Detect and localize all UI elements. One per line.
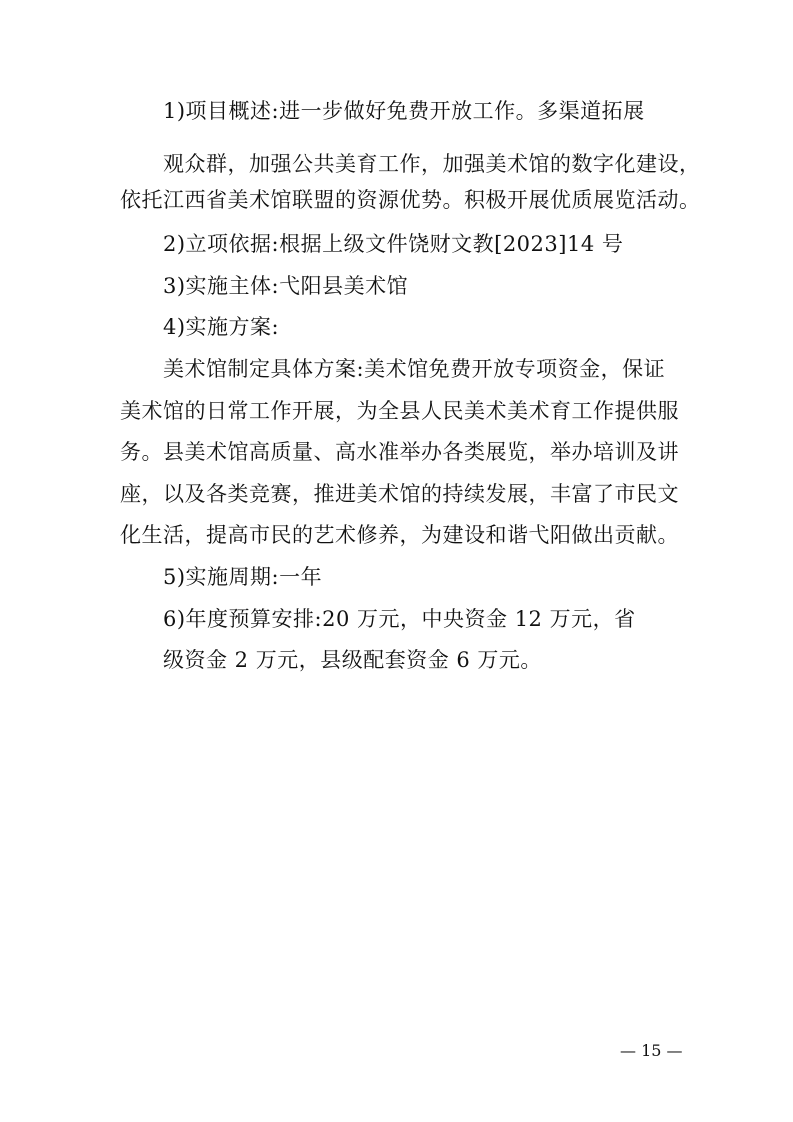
paragraph-5-line-4: 座，以及各类竞赛，推进美术馆的持续发展，丰富了市民文 [120,482,679,506]
paragraph-3-line-1: 3)实施主体:弋阳县美术馆 [163,274,409,298]
paragraph-7-line-1: 6)年度预算安排:20 万元，中央资金 12 万元，省 [163,607,636,631]
paragraph-7-line-2: 级资金 2 万元，县级配套资金 6 万元。 [163,648,542,672]
paragraph-4-line-1: 4)实施方案: [163,315,280,339]
paragraph-2-line-1: 2)立项依据:根据上级文件饶财文教[2023]14 号 [163,232,624,256]
paragraph-5-line-5: 化生活，提高市民的艺术修养，为建设和谐弋阳做出贡献。 [120,523,679,547]
paragraph-1-line-3: 依托江西省美术馆联盟的资源优势。积极开展优质展览活动。 [120,188,701,212]
paragraph-1-line-1: 1)项目概述:进一步做好免费开放工作。多渠道拓展 [163,99,645,123]
paragraph-5-line-2: 美术馆的日常工作开展，为全县人民美术美术育工作提供服 [120,399,679,423]
paragraph-5-line-3: 务。县美术馆高质量、高水准举办各类展览，举办培训及讲 [120,440,679,464]
paragraph-1-line-2: 观众群，加强公共美育工作，加强美术馆的数字化建设， [163,152,701,176]
paragraph-5-line-1: 美术馆制定具体方案:美术馆免费开放专项资金，保证 [163,357,666,381]
page-number: — 15 — [620,1041,683,1060]
paragraph-6-line-1: 5)实施周期:一年 [163,565,323,589]
